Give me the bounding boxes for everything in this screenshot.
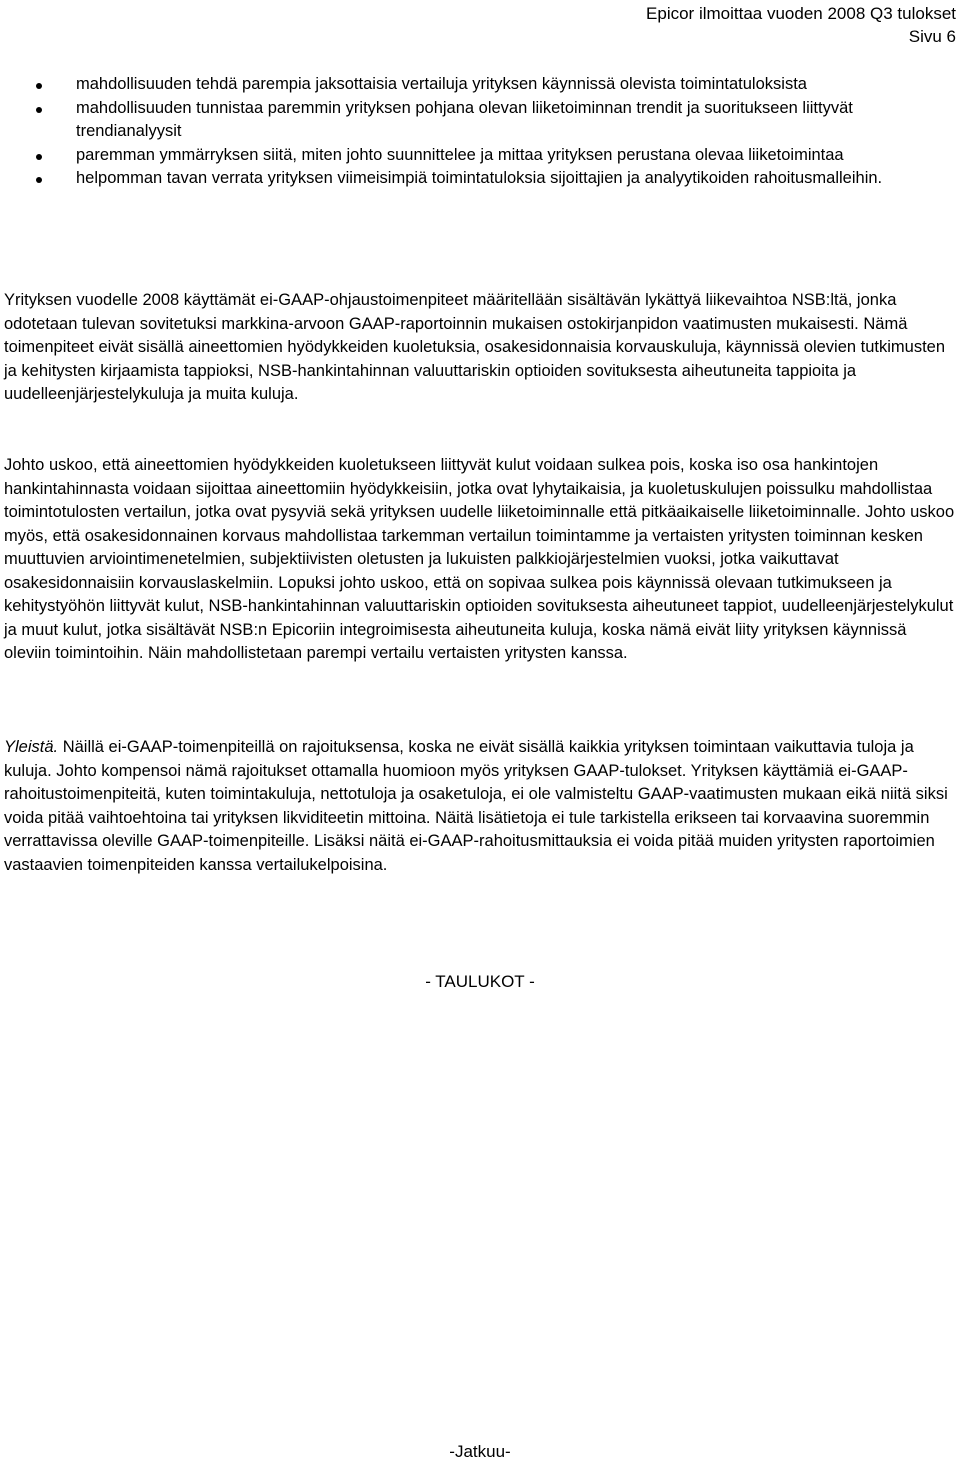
paragraph-text: Yrityksen vuodelle 2008 käyttämät ei-GAAP-ohjaustoimenpiteet määritellään sisältävän lykättyä liikevaihtoa NSB:ltä, jonka odotetaan tulevan sovitetuksi markkina-arvoon GAAP-raportoinnin mukaisen ostokirjanpidon vaatimusten mukaisesti. Nämä toimenpiteet eivät sisällä aineettomien hyödykkeiden kuoletuksia, osakesidonnaisia korvauskuluja, käynnissä olevien tutkimusten ja kehitysten kirjaamista tappioksi, NSB-hankintahinnan valuuttariskin optioiden sovituksesta aiheutuneita tappioita ja uudelleenjärjestelykuluja ja muita kuluja. [4,291,946,403]
header-title: Epicor ilmoittaa vuoden 2008 Q3 tulokset [646,4,956,23]
bullet-icon [36,177,42,183]
bullet-icon [36,83,42,89]
paragraph-management-rationale [4,454,956,666]
paragraph-lead: Yleistä. [4,738,59,756]
list-item-text: mahdollisuuden tunnistaa paremmin yrityksen pohjana olevan liiketoiminnan trendit ja suoritukseen liittyvät trendianalyysit [76,98,853,140]
list-item [36,97,936,144]
list-item [36,73,936,97]
page-number: Sivu 6 [908,27,956,46]
paragraph-gaap-measures [4,289,956,407]
paragraph-body: Näillä ei-GAAP-toimenpiteillä on rajoituksensa, koska ne eivät sisällä kaikkia yrityksen toimintaan vaikuttavia tuloja ja kuluja. Johto kompensoi nämä rajoitukset ottamalla huomioon myös yrityksen GAAP-tulokset. Yrityksen käyttämiä ei-GAAP-rahoitustoimenpiteitä, kuten toimintakuluja, nettotuloja ja osaketuloja, ei ole valmisteltu GAAP-vaatimusten mukaan eikä niitä siksi voida pitää vaihtoehtoina tai yrityksen likviditeetin mittoina. Näitä lisätietoja ei tule tarkistella erikseen tai korvaavina suoremmin verrattavissa oleville GAAP-toimenpiteille. Lisäksi näitä ei-GAAP-rahoitusmittauksia ei voida pitää muiden yritysten raportoimien vastaavien toimenpiteiden kanssa vertailukelpoisina. [4,738,948,874]
paragraph-general [4,736,956,877]
list-item [36,144,936,168]
list-item [36,167,936,191]
tables-marker: - TAULUKOT - [425,972,535,991]
paragraph-text: Johto uskoo, että aineettomien hyödykkeiden kuoletukseen liittyvät kulut voidaan sulkea pois, koska iso osa hankintojen hankintahinnasta voidaan sijoittaa aineettomiin hyödykkeisiin, jotka ovat lyhytaikaisia, ja kuoletuskulujen poissulku mahdollistaa toimintotulosten vertailun, jotka ovat pysyviä sekä yrityksen uudelle liiketoiminnalle että pitkäaikaiselle liiketoiminnalle. Johto uskoo myös, että osakesidonnainen korvaus mahdollistaa tarkemman vertailun toimintamme ja vertaisten yritysten toiminnan kesken muuttuvien arviointimenetelmien, subjektiivisten oletusten ja lukuisten palkkiojärjestelmien vuoksi, jotka vaikuttavat osakesidonnaisiin korvauslaskelmiin. Lopuksi johto uskoo, että on sopivaa sulkea pois käynnissä olevaan tutkimukseen ja kehitystyöhön liittyvät kulut, NSB-hankintahinnan valuuttariskin optioiden sovituksesta aiheutuneet tappiot, uudelleenjärjestelykulut ja muut kulut, jotka sisältävät NSB:n Epicoriin integroimisesta aiheutuneita kuluja, koska nämä eivät liity yrityksen käynnissä oleviin toimintoihin. Näin mahdollistetaan parempi vertailu vertaisten yritysten kanssa. [4,456,955,662]
bullet-icon [36,154,42,160]
list-item-text: mahdollisuuden tehdä parempia jaksottaisia vertailuja yrityksen käynnissä olevista toimintatuloksista [76,75,807,93]
list-item-text: helpomman tavan verrata yrityksen viimeisimpiä toimintatuloksia sijoittajien ja analyytikoiden rahoitusmalleihin. [76,169,883,187]
paragraph-text [4,736,956,877]
bullet-icon [36,107,42,113]
page-header [646,2,956,48]
list-item-text: paremman ymmärryksen siitä, miten johto suunnittelee ja mittaa yrityksen perustana olevaa liiketoimintaa [76,145,844,164]
continued-footer: -Jatkuu- [449,1442,511,1461]
bullet-list [36,73,936,191]
